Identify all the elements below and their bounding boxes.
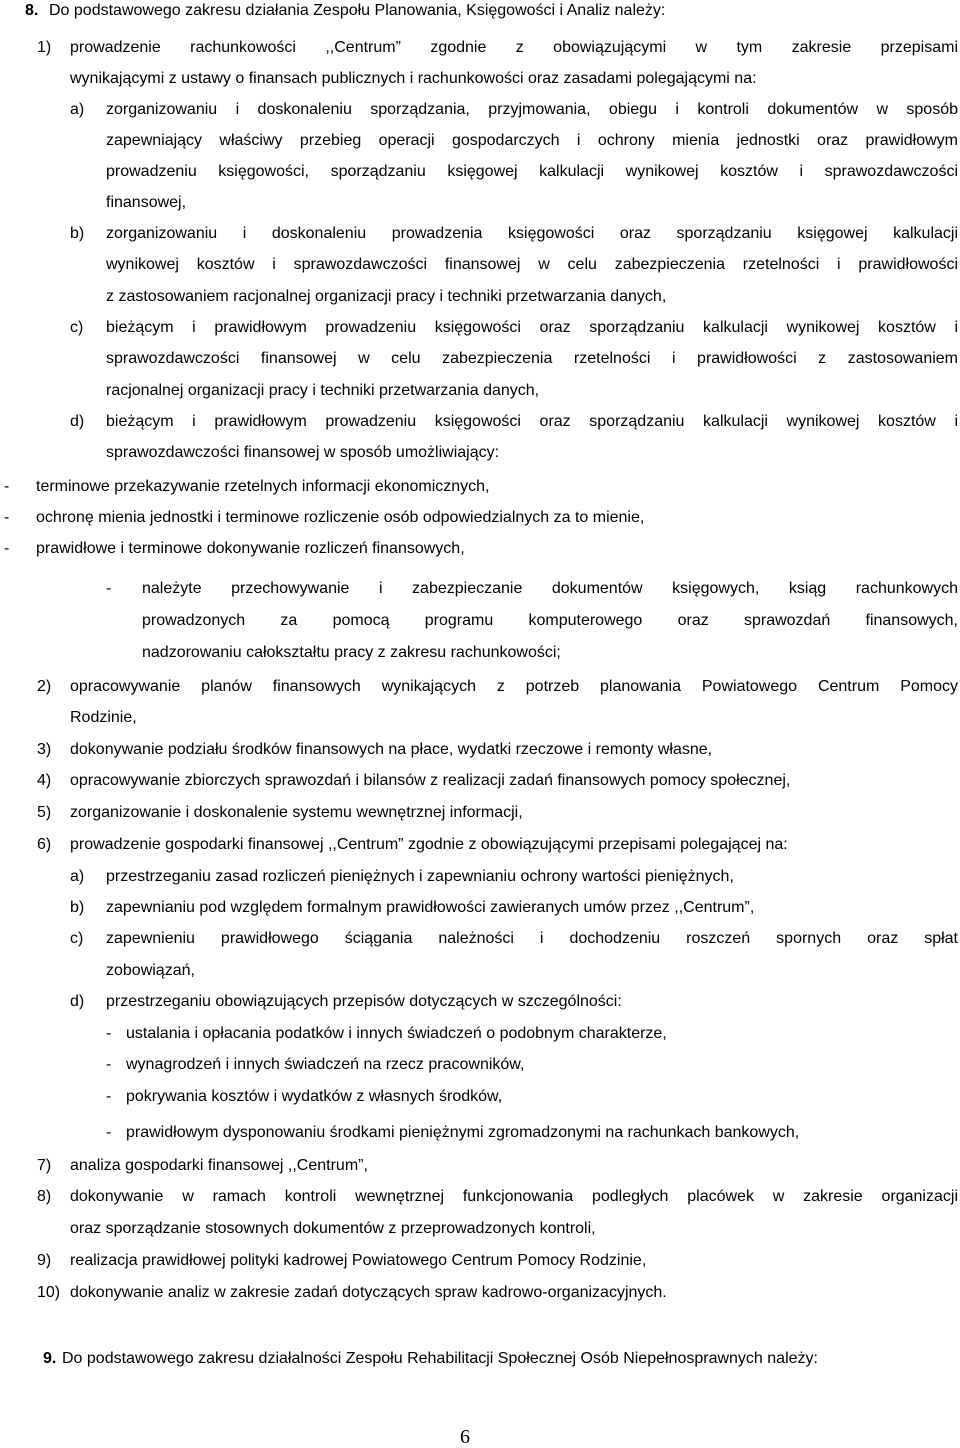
- item-1d-line-2: sprawozdawczości finansowej w sposób umożliwiający:: [106, 444, 500, 461]
- item-6d-dash-1: ustalania i opłacania podatków i innych świadczeń o podobnym charakterze,: [126, 1025, 667, 1042]
- item-6d-dash-2: wynagrodzeń i innych świadczeń na rzecz pracowników,: [126, 1056, 525, 1073]
- item-1a-line-1: zorganizowaniu i doskonaleniu sporządzania, przyjmowania, obiegu i kontroli dokumentów w sposób: [106, 101, 958, 118]
- item-6c-marker: c): [70, 930, 84, 947]
- item-1c-marker: c): [70, 319, 84, 336]
- item-3-marker: 3): [37, 741, 52, 758]
- dash-marker: -: [106, 1088, 112, 1105]
- item-1c-line-3: racjonalnej organizacji pracy i techniki przetwarzania danych,: [106, 382, 540, 399]
- item-1a-line-3: prowadzeniu księgowości, sporządzaniu księgowej kalkulacji wynikowej kosztów i sprawozdawczości: [106, 163, 958, 180]
- item-10-marker: 10): [37, 1284, 61, 1301]
- dash-marker: -: [106, 1056, 112, 1073]
- item-2-marker: 2): [37, 678, 52, 695]
- item-8-line-1: dokonywanie w ramach kontroli wewnętrznej funkcjonowania podległych placówek w zakresie organizacji: [70, 1188, 958, 1205]
- item-6-marker: 6): [37, 836, 52, 853]
- item-7-marker: 7): [37, 1157, 52, 1174]
- item-1b-line-2: wynikowej kosztów i sprawozdawczości finansowej w celu zabezpieczenia rzetelności i prawidłowości: [106, 256, 958, 273]
- item-1b-line-3: z zastosowaniem racjonalnej organizacji pracy i techniki przetwarzania danych,: [106, 288, 667, 305]
- item-9-text: realizacja prawidłowej polityki kadrowej Powiatowego Centrum Pomocy Rodzinie,: [70, 1252, 647, 1269]
- item-1-line-2: wynikającymi z ustawy o finansach publicznych i rachunkowości oraz zasadami polegającymi na:: [70, 70, 757, 87]
- item-4-text: opracowywanie zbiorczych sprawozdań i bilansów z realizacji zadań finansowych pomocy społecznej,: [70, 772, 791, 789]
- item-6c-line-1: zapewnieniu prawidłowego ściągania należności i dochodzeniu roszczeń spornych oraz spłat: [106, 930, 958, 947]
- item-6d-dash-4: prawidłowym dysponowaniu środkami pieniężnymi zgromadzonymi na rachunkach bankowych,: [126, 1124, 800, 1141]
- item-3-text: dokonywanie podziału środków finansowych na płace, wydatki rzeczowe i remonty własne,: [70, 741, 713, 758]
- section-8-number: 8.: [25, 2, 39, 19]
- item-6c-line-2: zobowiązań,: [106, 962, 195, 979]
- dash-item-2: ochronę mienia jednostki i terminowe rozliczenie osób odpowiedzialnych za to mienie,: [36, 509, 645, 526]
- item-6b-marker: b): [70, 899, 85, 916]
- dash-marker: -: [4, 540, 10, 557]
- item-6d-dash-3: pokrywania kosztów i wydatków z własnych środków,: [126, 1088, 503, 1105]
- item-1a-line-2: zapewniający właściwy przebieg operacji gospodarczych i ochrony mienia jednostki oraz prawidłowym: [106, 132, 958, 149]
- item-6a-marker: a): [70, 868, 85, 885]
- item-8-line-2: oraz sporządzanie stosownych dokumentów z przeprowadzonych kontroli,: [70, 1220, 596, 1237]
- item-1-marker: 1): [37, 39, 52, 56]
- dash-marker: -: [4, 478, 10, 495]
- item-2-line-2: Rodzinie,: [70, 709, 137, 726]
- dash-marker: -: [106, 580, 112, 597]
- item-8-marker: 8): [37, 1188, 52, 1205]
- item-1d-marker: d): [70, 413, 85, 430]
- section-8-title: Do podstawowego zakresu działania Zespołu Planowania, Księgowości i Analiz należy:: [49, 2, 666, 19]
- page-number: 6: [460, 1426, 470, 1448]
- dash-item-4-line-2: prowadzonych za pomocą programu komputerowego oraz sprawozdań finansowych,: [142, 612, 958, 629]
- item-5-marker: 5): [37, 804, 52, 821]
- item-2-line-1: opracowywanie planów finansowych wynikających z potrzeb planowania Powiatowego Centrum Pomocy: [70, 678, 958, 695]
- item-6d-marker: d): [70, 993, 85, 1010]
- item-7-text: analiza gospodarki finansowej ,,Centrum”,: [70, 1157, 368, 1174]
- item-10-text: dokonywanie analiz w zakresie zadań dotyczących spraw kadrowo-organizacyjnych.: [70, 1284, 667, 1301]
- item-6b-text: zapewnianiu pod względem formalnym prawidłowości zawieranych umów przez ,,Centrum”,: [106, 899, 755, 916]
- item-5-text: zorganizowanie i doskonalenie systemu wewnętrznej informacji,: [70, 804, 523, 821]
- item-1d-line-1: bieżącym i prawidłowym prowadzeniu księgowości oraz sporządzaniu kalkulacji wynikowej kosztów i: [106, 413, 958, 430]
- section-9-number: 9.: [43, 1350, 57, 1367]
- dash-marker: -: [106, 1124, 112, 1141]
- item-6-text: prowadzenie gospodarki finansowej ,,Centrum” zgodnie z obowiązującymi przepisami polegającej na:: [70, 836, 788, 853]
- item-6a-text: przestrzeganiu zasad rozliczeń pieniężnych i zapewnianiu ochrony wartości pieniężnych,: [106, 868, 734, 885]
- dash-marker: -: [106, 1025, 112, 1042]
- dash-item-4-line-3: nadzorowaniu całokształtu pracy z zakresu rachunkowości;: [142, 644, 561, 661]
- item-1a-marker: a): [70, 101, 85, 118]
- item-1c-line-1: bieżącym i prawidłowym prowadzeniu księgowości oraz sporządzaniu kalkulacji wynikowej kosztów i: [106, 319, 958, 336]
- dash-item-4-line-1: należyte przechowywanie i zabezpieczanie dokumentów księgowych, ksiąg rachunkowych: [142, 580, 958, 597]
- item-1c-line-2: sprawozdawczości finansowej w celu zabezpieczenia rzetelności i prawidłowości z zastosowaniem: [106, 350, 958, 367]
- dash-item-3: prawidłowe i terminowe dokonywanie rozliczeń finansowych,: [36, 540, 465, 557]
- dash-item-1: terminowe przekazywanie rzetelnych informacji ekonomicznych,: [36, 478, 490, 495]
- item-4-marker: 4): [37, 772, 52, 789]
- dash-marker: -: [4, 509, 10, 526]
- item-1-line-1: prowadzenie rachunkowości ,,Centrum” zgodnie z obowiązującymi w tym zakresie przepisami: [70, 39, 958, 56]
- section-9-title: Do podstawowego zakresu działalności Zespołu Rehabilitacji Społecznej Osób Niepełnosprawnych należy:: [62, 1350, 818, 1367]
- item-9-marker: 9): [37, 1252, 52, 1269]
- item-1a-line-4: finansowej,: [106, 194, 187, 211]
- item-1b-line-1: zorganizowaniu i doskonaleniu prowadzenia księgowości oraz sporządzaniu księgowej kalkulacji: [106, 225, 958, 242]
- item-1b-marker: b): [70, 225, 85, 242]
- item-6d-text: przestrzeganiu obowiązujących przepisów dotyczących w szczególności:: [106, 993, 622, 1010]
